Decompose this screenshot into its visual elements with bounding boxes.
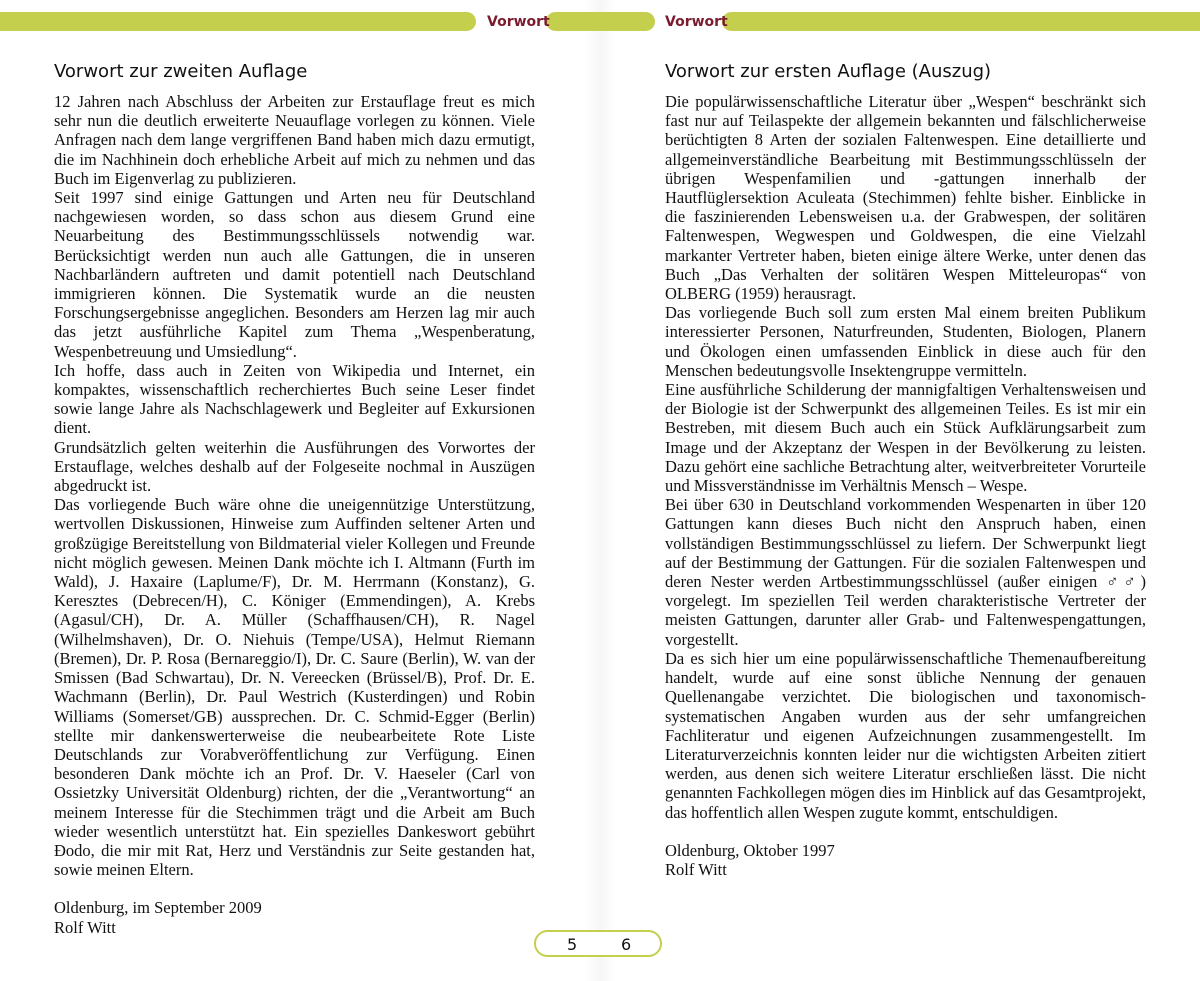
right-page <box>665 60 1146 879</box>
right-signature <box>665 841 1146 879</box>
page-number-right: 6 <box>621 935 632 954</box>
right-page-heading: Vorwort zur ersten Auflage (Auszug) <box>665 61 992 82</box>
left-place-date: Oldenburg, im September 2009 <box>54 898 262 918</box>
running-head-right: Vorwort <box>665 14 728 30</box>
page-number-pill <box>534 930 662 957</box>
book-spine-shadow <box>585 0 615 981</box>
left-paragraph-1: 12 Jahren nach Abschluss der Arbeiten zur Erstauflage freut es mich sehr nun die deutlich erweiterte Neuauflage vorlegen zu können. Viele Anfragen nach dem lange vergriffenen Band haben mich dazu ermutigt, die im Nachhinein doch erhebliche Arbeit auf mich zu nehmen und das Buch im Eigenverlag zu publizieren. <box>54 92 535 188</box>
right-paragraph-1: Die populärwissenschaftliche Literatur über „Wespen“ beschränkt sich fast nur auf Teilaspekte der allgemein bekannten und fälschlicherweise berüchtigten 8 Arten der sozialen Faltenwespen. Eine detaillierte und allgemeinverständliche Bearbeitung mit Bestimmungsschlüsseln der übrigen Wespenfamilien und -gattungen innerhalb der Hautflüglersektion Aculeata (Stechimmen) fehlte bisher. Einblicke in die faszinierenden Lebensweisen u.a. der Grabwespen, der solitären Faltenwespen, Wegwespen und Goldwespen, die eine Vielzahl markanter Vertreter haben, bieten einige ältere Werke, unter denen das Buch „Das Verhalten der solitären Wespen Mitteleuropas“ von OLBERG (1959) herausragt. <box>665 92 1146 304</box>
right-paragraph-4: Bei über 630 in Deutschland vorkommenden Wespenarten in über 120 Gattungen kann dieses Buch nicht den Anspruch haben, einen vollständigen Bestimmungsschlüssel zu liefern. Der Schwerpunkt liegt auf der Bestimmung der Gattungen. Für die sozialen Faltenwespen und deren Nester werden Artbestimmungsschlüssel (außer einigen ♂♂) vorgelegt. Im speziellen Teil werden charakteristische Vertreter der meisten Gattungen, darunter aller Grab- und Faltenwespengattungen, vorgestellt. <box>665 495 1146 649</box>
right-paragraph-5: Da es sich hier um eine populärwissenschaftliche Themenaufbereitung handelt, wurde auf eine sonst übliche Nennung der genauen Quellenangabe verzichtet. Die biologischen und taxonomisch-systematischen Angaben wurden aus der sehr umfangreichen Fachliteratur und eigenen Aufzeichnungen zusammengestellt. Im Literaturverzeichnis konnten leider nur die wichtigsten Arbeiten zitiert werden, aus denen sich weitere Literatur erschließen lässt. Die nicht genannten Fachkollegen mögen dies im Hinblick auf das Gesamtprojekt, das hoffentlich allen Wespen zugute kommt, entschuldigen. <box>665 648 1146 822</box>
right-place-date: Oldenburg, Oktober 1997 <box>665 840 835 860</box>
header-bar-center <box>546 12 655 31</box>
left-page-heading: Vorwort zur zweiten Auflage <box>54 61 308 82</box>
left-author: Rolf Witt <box>54 917 116 937</box>
left-paragraph-5: Das vorliegende Buch wäre ohne die uneigennützige Unterstützung, wertvollen Diskussionen, Hinweise zum Auffinden seltener Arten und großzügige Bereitstellung von Bildmaterial vieler Kollegen und Freunde nicht möglich gewesen. Meinen Dank möchte ich I. Altmann (Furth im Wald), J. Haxaire (Laplume/F), Dr. M. Herrmann (Konstanz), G. Keresztes (Debrecen/H), C. Königer (Emmendingen), A. Krebs (Agasul/CH), Dr. A. Müller (Schaffhausen/CH), R. Nagel (Wilhelmshaven), Dr. O. Niehuis (Tempe/USA), Helmut Riemann (Bremen), Dr. P. Rosa (Bernareggio/I), Dr. C. Saure (Berlin), W. van der Smissen (Bad Schwartau), Dr. N. Vereecken (Brüssel/B), Prof. Dr. E. Wachmann (Berlin), Dr. Paul Westrich (Kusterdingen) und Robin Williams (Somerset/GB) aussprechen. Dr. C. Schmid-Egger (Berlin) stellte mir dankenswerterweise die neubearbeitete Rote Liste Deutschlands zur Vorabveröffentlichung zur Verfügung. Einen besonderen Dank möchte ich an Prof. Dr. V. Haeseler (Carl von Ossietzky Universität Oldenburg) richten, der die „Verantwortung“ an meinem Interesse für die Stechimmen trägt und die Arbeit am Buch wieder wesentlich unterstützt hat. Ein spezielles Dankeswort gebührt Đodo, die mir mit Rat, Herz und Verständnis zur Seite gestanden hat, sowie meinen Eltern. <box>54 495 535 880</box>
header-bar-right <box>722 12 1200 31</box>
left-paragraph-3: Ich hoffe, dass auch in Zeiten von Wikipedia und Internet, ein kompaktes, wissenschaftlich recherchiertes Buch seine Leser findet sowie lange Jahre als Nachschlagewerk und Begleiter auf Exkursionen dient. <box>54 360 535 438</box>
left-paragraph-2: Seit 1997 sind einige Gattungen und Arten neu für Deutschland nachgewiesen worden, so dass schon aus diesem Grund eine Neuarbeitung des Bestimmungsschlüssels notwendig war. Berücksichtigt werden nun auch alle Gattungen, die in unseren Nachbarländern auftreten und damit potentiell nach Deutschland immigrieren können. Die Systematik wurde an die neusten Forschungsergebnisse angeglichen. Besonders am Herzen lag mir auch das jetzt ausführliche Kapitel zum Thema „Wespenberatung, Wespenbetreuung und Umsiedlung“. <box>54 188 535 361</box>
left-signature <box>54 898 535 936</box>
page-number-left: 5 <box>567 935 578 954</box>
left-paragraph-4: Grundsätzlich gelten weiterhin die Ausführungen des Vorwortes der Erstauflage, welches deshalb auf der Folgeseite nochmal in Auszügen abgedruckt ist. <box>54 437 535 496</box>
right-paragraph-3: Eine ausführliche Schilderung der mannigfaltigen Verhaltensweisen und der Biologie ist der Schwerpunkt des allgemeinen Teiles. Es ist mir ein Bestreben, mit diesem Buch auch ein Stück Aufklärungsarbeit zum Image und der Akzeptanz der Wespen in der Bevölkerung zu leisten. Dazu gehört eine sachliche Betrachtung alter, weitverbreiteter Vorurteile und Missverständnisse im Verhältnis Mensch – Wespe. <box>665 380 1146 496</box>
left-page <box>54 60 535 937</box>
right-paragraph-2: Das vorliegende Buch soll zum ersten Mal einem breiten Publikum interessierter Personen, Naturfreunden, Studenten, Biologen, Planern und Ökologen einen umfassenden Einblick in diese auch für den Menschen bedeutungsvolle Insektengruppe vermitteln. <box>665 303 1146 380</box>
right-author: Rolf Witt <box>665 859 727 879</box>
running-head-left: Vorwort <box>487 14 550 30</box>
header-bar-left <box>0 12 476 31</box>
